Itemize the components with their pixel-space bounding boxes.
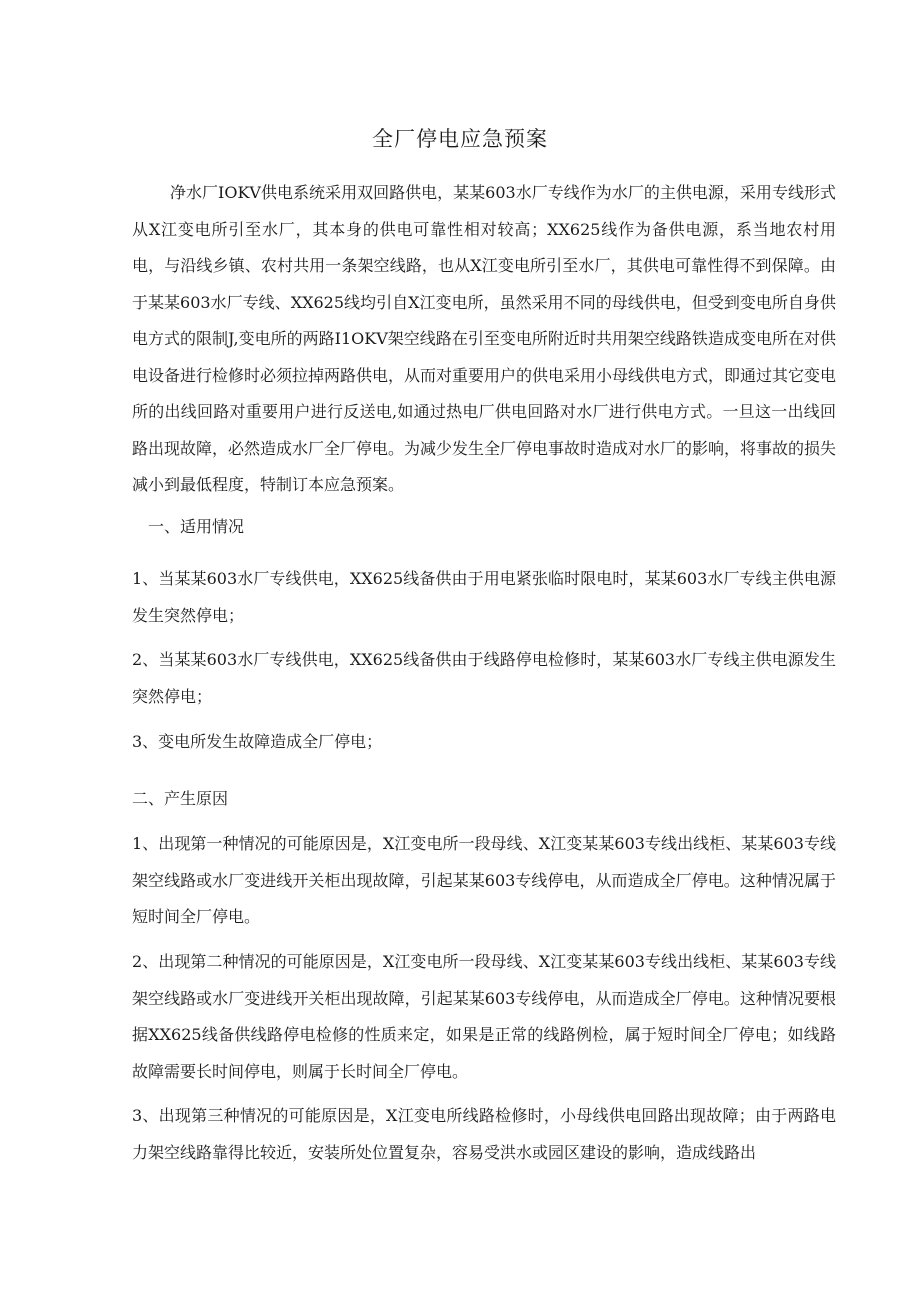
cause-item-1: 1、出现第一种情况的可能原因是，X江变电所一段母线、X江变某某603专线出线柜、某某603专线架空线路或水厂变进线开关柜出现故障，引起某某603专线停电，从而造成全厂停电。这种情况属于短时间全厂停电。 bbox=[132, 834, 836, 926]
applicability-item-2: 2、当某某603水厂专线供电，XX625线备供由于线路停电检修时，某某603水厂专线主供电源发生突然停电； bbox=[132, 650, 836, 706]
applicability-item-3: 3、变电所发生故障造成全厂停电； bbox=[132, 732, 383, 751]
cause-item-3: 3、出现第三种情况的可能原因是，X江变电所线路检修时，小母线供电回路出现故障；由于两路电力架空线路靠得比较近，安装所处位置复杂，容易受洪水或园区建设的影响，造成线路出 bbox=[132, 1106, 836, 1162]
applicability-item-1: 1、当某某603水厂专线供电，XX625线备供由于用电紧张临时限电时，某某603水厂专线主供电源发生突然停电； bbox=[132, 569, 836, 625]
section-heading-causes: 二、产生原因 bbox=[132, 789, 229, 808]
section-heading-applicability: 一、适用情况 bbox=[148, 517, 245, 536]
intro-paragraph: 净水厂IOKV供电系统采用双回路供电，某某603水厂专线作为水厂的主供电源，采用专线形式从X江变电所引至水厂，其本身的供电可靠性相对较高；XX625线作为备供电源，系当地农村用电，与沿线乡镇、农村共用一条架空线路，也从X江变电所引至水厂，其供电可靠性得不到保障。由于某某603水厂专线、XX625线均引自X江变电所，虽然采用不同的母线供电，但受到变电所自身供电方式的限制J,变电所的两路I1OKV架空线路在引至变电所附近时共用架空线路铁造成变电所在对供电设备进行检修时必须拉掉两路供电，从而对重要用户的供电采用小母线供电方式，即通过其它变电所的出线回路对重要用户进行反送电,如通过热电厂供电回路对水厂进行供电方式。一旦这一出线回路出现故障，必然造成水厂全厂停电。为减少发生全厂停电事故时造成对水厂的影响，将事故的损失减小到最低程度，特制订本应急预案。 bbox=[132, 183, 837, 494]
document-title: 全厂停电应急预案 bbox=[372, 127, 548, 151]
cause-item-2: 2、出现第二种情况的可能原因是，X江变电所一段母线、X江变某某603专线出线柜、某某603专线架空线路或水厂变进线开关柜出现故障，引起某某603专线停电，从而造成全厂停电。这种情况要根据XX625线备供线路停电检修的性质来定，如果是正常的线路例检，属于短时间全厂停电；如线路故障需要长时间停电，则属于长时间全厂停电。 bbox=[132, 952, 836, 1081]
